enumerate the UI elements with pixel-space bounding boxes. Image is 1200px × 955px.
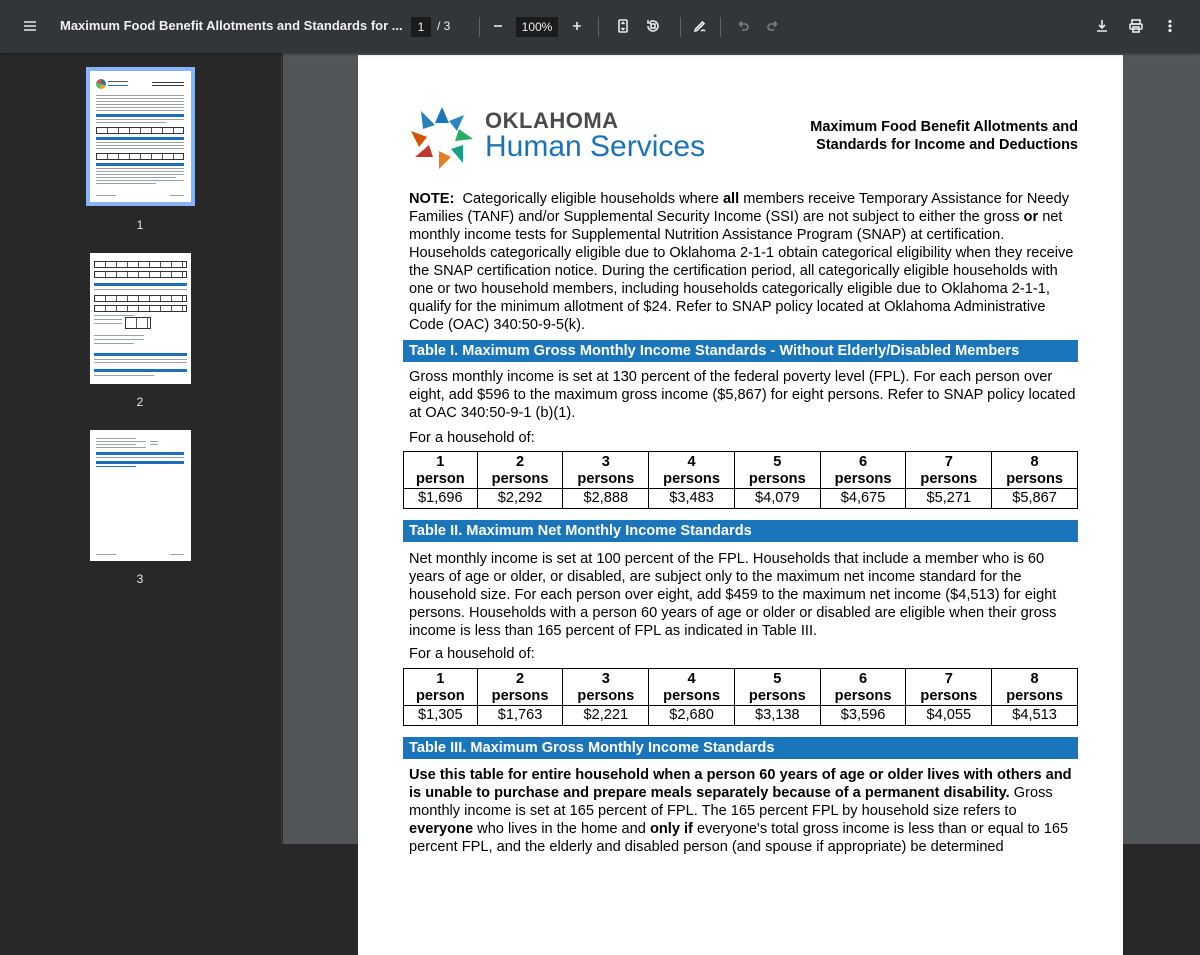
toolbar-divider <box>720 17 721 37</box>
table-cell: $2,221 <box>563 706 649 726</box>
table-cell: $2,680 <box>649 706 735 726</box>
table-cell: $2,888 <box>563 489 649 509</box>
table-header-cell: 8 persons <box>992 452 1078 489</box>
zoom-out-button[interactable] <box>484 12 512 40</box>
menu-icon[interactable] <box>16 12 44 40</box>
table-row <box>404 706 1078 726</box>
table-cell: $5,867 <box>992 489 1078 509</box>
toolbar-divider <box>598 17 599 37</box>
zoom-in-button[interactable] <box>563 12 591 40</box>
pdf-page <box>358 55 1123 955</box>
table3-description: Use this table for entire household when a person 60 years of age or older lives with others and is unable to purchase and prepare meals separately because of a permanent disability. Gross monthly income is set at 165 percent of FPL. The 165 percent FPL by household size refers to everyone who lives in the home and only if everyone's total gross income is less than or equal to 165 percent FPL, and the elderly and disabled person (and spouse if appropriate) be determined <box>409 767 1072 855</box>
table1-title: Table I. Maximum Gross Monthly Income Standards - Without Elderly/Disabled Members <box>403 340 1078 362</box>
undo-button[interactable] <box>729 12 757 40</box>
page-thumbnail-3[interactable] <box>90 430 191 561</box>
download-button[interactable] <box>1088 12 1116 40</box>
redo-icon <box>765 18 781 34</box>
table-header-cell: 1 person <box>404 669 478 706</box>
table-cell: $1,763 <box>477 706 563 726</box>
table3-title: Table III. Maximum Gross Monthly Income Standards <box>403 737 1078 759</box>
download-icon <box>1094 18 1110 34</box>
table-cell: $1,305 <box>404 706 478 726</box>
page-number-input[interactable]: 1 <box>411 17 431 37</box>
zoom-input[interactable]: 100% <box>516 17 558 37</box>
toolbar-divider <box>680 17 681 37</box>
table-header-cell: 4 persons <box>649 452 735 489</box>
table-cell: $4,079 <box>734 489 820 509</box>
table-header-row <box>404 452 1078 489</box>
annotate-button[interactable] <box>686 12 714 40</box>
table1-household-label: For a household of: <box>409 430 535 446</box>
table3-bold-intro: Use this table for entire household when a person 60 years of age or older lives with others and is unable to purchase and prepare meals separately because of a permanent disability. <box>409 767 1072 801</box>
table-cell: $3,138 <box>734 706 820 726</box>
table1-income-table <box>403 451 1078 509</box>
table-header-cell: 4 persons <box>649 669 735 706</box>
table1-description: Gross monthly income is set at 130 percent of the federal poverty level (FPL). For each person over eight, add $596 to the maximum gross income ($5,867) for eight persons. Refer to SNAP policy located at OAC 340:50-9-1 (b)(1). <box>409 369 1076 421</box>
page-thumbnail-2[interactable] <box>90 253 191 384</box>
oklahoma-human-services-logo-icon <box>409 105 475 171</box>
table-cell: $3,596 <box>820 706 906 726</box>
rotate-icon <box>645 18 661 34</box>
rotate-button[interactable] <box>639 12 667 40</box>
redo-button[interactable] <box>759 12 787 40</box>
table2-title: Table II. Maximum Net Monthly Income Standards <box>403 520 1078 542</box>
logo-text-line1: OKLAHOMA <box>485 108 619 133</box>
table-header-cell: 8 persons <box>992 669 1078 706</box>
page-thumbnail-label: 3 <box>136 572 144 586</box>
table-cell: $3,483 <box>649 489 735 509</box>
table-header-cell: 3 persons <box>563 452 649 489</box>
table-row <box>404 489 1078 509</box>
table-header-cell: 6 persons <box>820 452 906 489</box>
fit-page-icon <box>615 18 631 34</box>
table-header-cell: 2 persons <box>477 452 563 489</box>
table-header-cell: 1 person <box>404 452 478 489</box>
fit-page-button[interactable] <box>609 12 637 40</box>
print-button[interactable] <box>1122 12 1150 40</box>
more-options-button[interactable] <box>1156 12 1184 40</box>
document-viewer[interactable] <box>283 53 1200 855</box>
logo-text-line2: Human Services <box>485 130 706 163</box>
print-icon <box>1128 18 1144 34</box>
table-cell: $1,696 <box>404 489 478 509</box>
heading-line: Maximum Food Benefit Allotments and <box>810 119 1078 135</box>
page-total: / 3 <box>437 19 451 33</box>
table-header-cell: 5 persons <box>734 669 820 706</box>
document-heading <box>758 118 1078 154</box>
heading-line: Standards for Income and Deductions <box>816 137 1078 153</box>
page-thumbnail-label: 2 <box>136 395 144 409</box>
table-header-cell: 5 persons <box>734 452 820 489</box>
table2-income-table <box>403 668 1078 726</box>
document-title: Maximum Food Benefit Allotments and Standards for ... <box>60 18 403 33</box>
table-header-row <box>404 669 1078 706</box>
table-header-cell: 6 persons <box>820 669 906 706</box>
note-label: NOTE: <box>409 191 455 207</box>
minus-icon <box>490 18 506 34</box>
table-cell: $4,513 <box>992 706 1078 726</box>
undo-icon <box>735 18 751 34</box>
page-thumbnail-label: 1 <box>136 218 144 232</box>
page-thumbnail-1[interactable] <box>90 71 191 202</box>
pen-icon <box>692 18 708 34</box>
plus-icon <box>569 18 585 34</box>
table-header-cell: 2 persons <box>477 669 563 706</box>
toolbar-divider <box>479 17 480 37</box>
note-paragraph: NOTE: Categorically eligible households where all members receive Temporary Assistance for Needy Families (TANF) and/or Supplemental Security Income (SSI) are not subject to either the gross or net monthly income tests for Supplemental Nutrition Assistance Program (SNAP) at certification. Households categorically eligible due to Oklahoma 2-1-1 obtain categorical eligibility when they receive the SNAP certification notice. During the certification period, all categorically eligible households with one or two household members, including households categorically eligible due to Oklahoma 2-1-1, qualify for the minimum allotment of $24. Refer to SNAP policy located at Oklahoma Administrative Code (OAC) 340:50-9-5(k). <box>409 191 1074 333</box>
table-cell: $4,055 <box>906 706 992 726</box>
table-header-cell: 7 persons <box>906 452 992 489</box>
pdf-toolbar <box>0 0 1200 53</box>
table-header-cell: 3 persons <box>563 669 649 706</box>
table-cell: $4,675 <box>820 489 906 509</box>
table2-household-label: For a household of: <box>409 646 535 662</box>
table-header-cell: 7 persons <box>906 669 992 706</box>
table-cell: $2,292 <box>477 489 563 509</box>
table2-description: Net monthly income is set at 100 percent of the FPL. Households that include a member who is 60 years of age or older, or disabled, are subject only to the maximum net income standard for the household size. For each person over eight, add $459 to the maximum net income ($4,513) for eight persons. Households with a person 60 years of age or older or disabled are eligible when their gross income is less than 165 percent of FPL as indicated in Table III. <box>409 551 1057 639</box>
more-vert-icon <box>1162 18 1178 34</box>
table-cell: $5,271 <box>906 489 992 509</box>
thumbnail-sidebar <box>0 53 282 844</box>
